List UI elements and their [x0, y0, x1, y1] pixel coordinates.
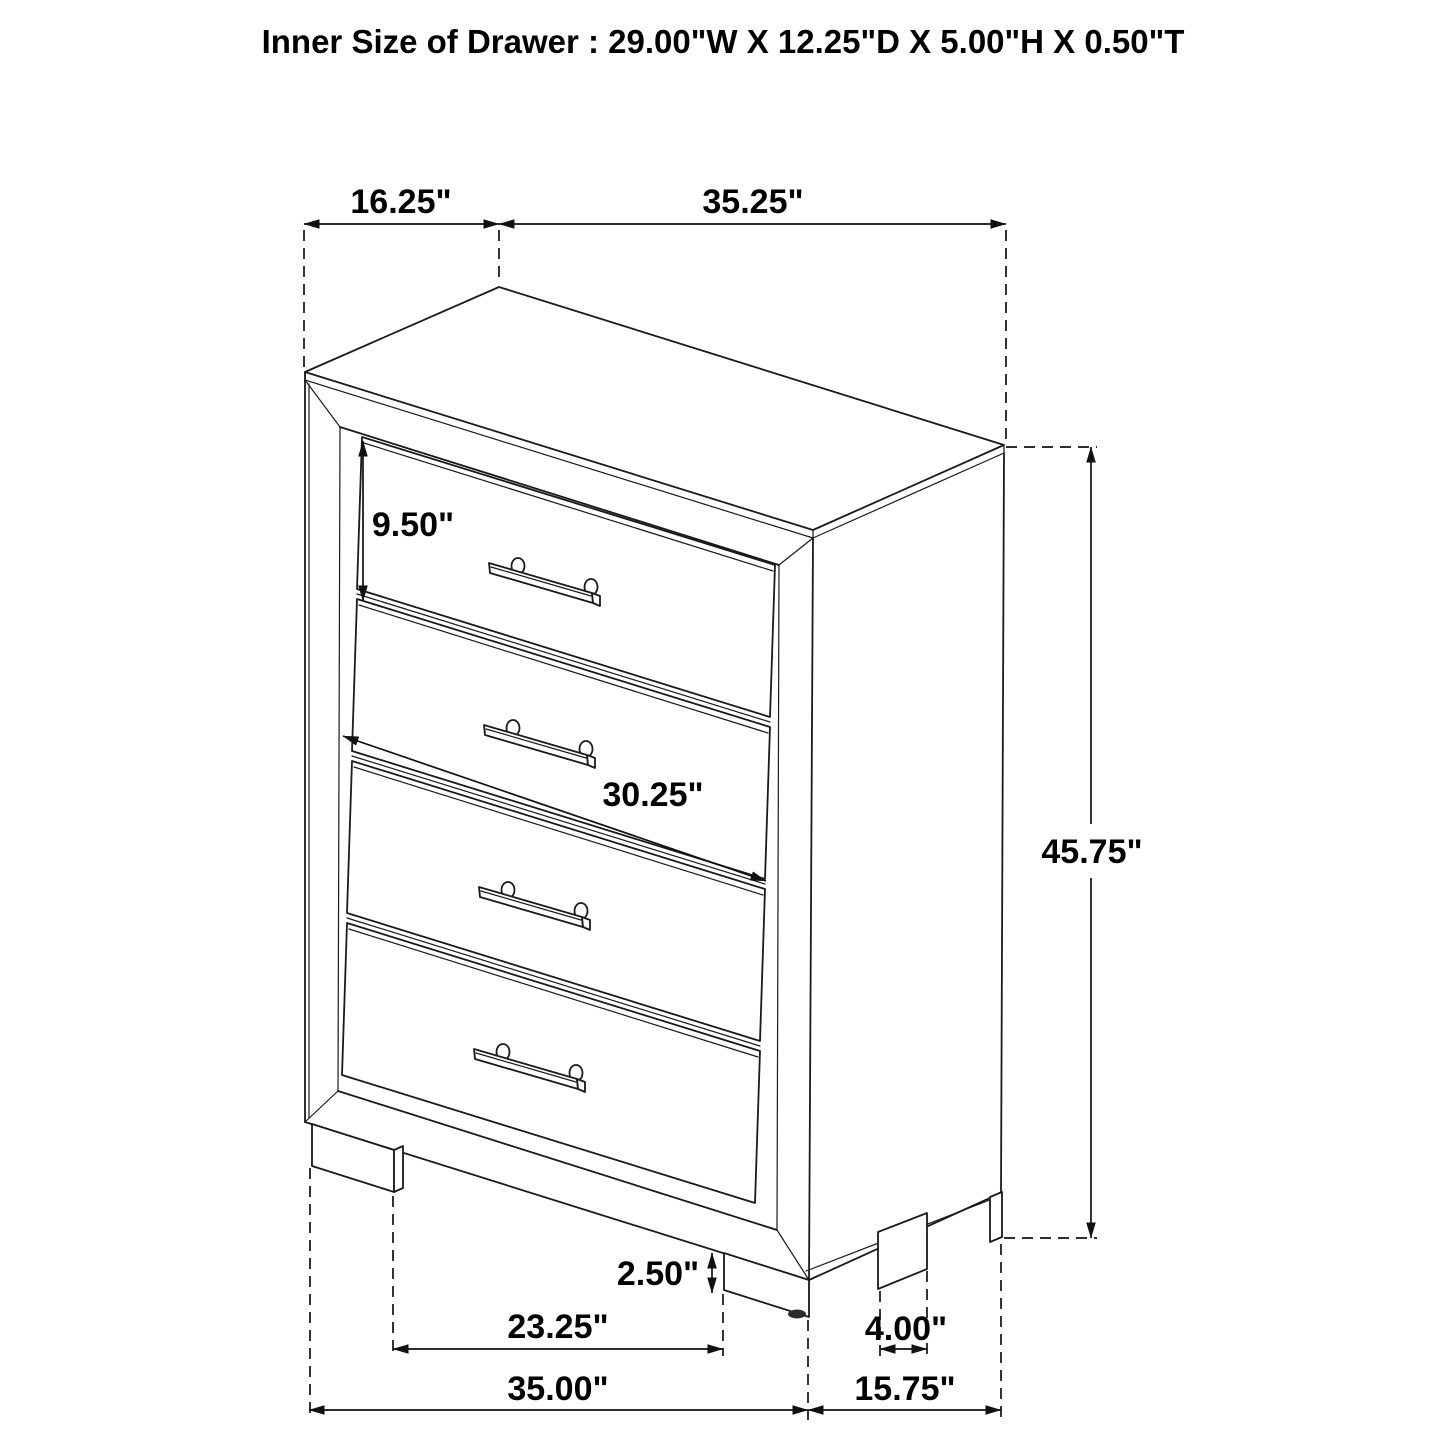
dim-label-first-drawer-height: 9.50" [371, 506, 455, 544]
diagram-title: Inner Size of Drawer : 29.00"W X 12.25"D X 5.00"H X 0.50"T [261, 23, 1185, 60]
dim-label-side-foot-width: 4.00" [864, 1310, 948, 1348]
dim-label-base-front-width: 35.00" [507, 1370, 609, 1408]
dim-label-drawer-front-width: 30.25" [602, 776, 704, 814]
dim-side-foot-width [865, 1310, 947, 1349]
back-right-foot [990, 1192, 1002, 1242]
dim-label-top-width: 35.25" [702, 183, 804, 221]
dim-label-base-side-depth: 15.75" [854, 1370, 956, 1408]
dim-label-overall-height: 45.75" [1041, 833, 1143, 871]
dim-foot-height [617, 1253, 712, 1293]
foot-glide [788, 1310, 806, 1319]
dim-label-foot-height: 2.50" [616, 1255, 700, 1293]
dim-label-front-feet-spacing: 23.25" [507, 1308, 609, 1346]
drawer-fronts [342, 437, 775, 1203]
dim-label-top-depth: 16.25" [350, 183, 452, 221]
front-left-foot-side [394, 1146, 403, 1192]
